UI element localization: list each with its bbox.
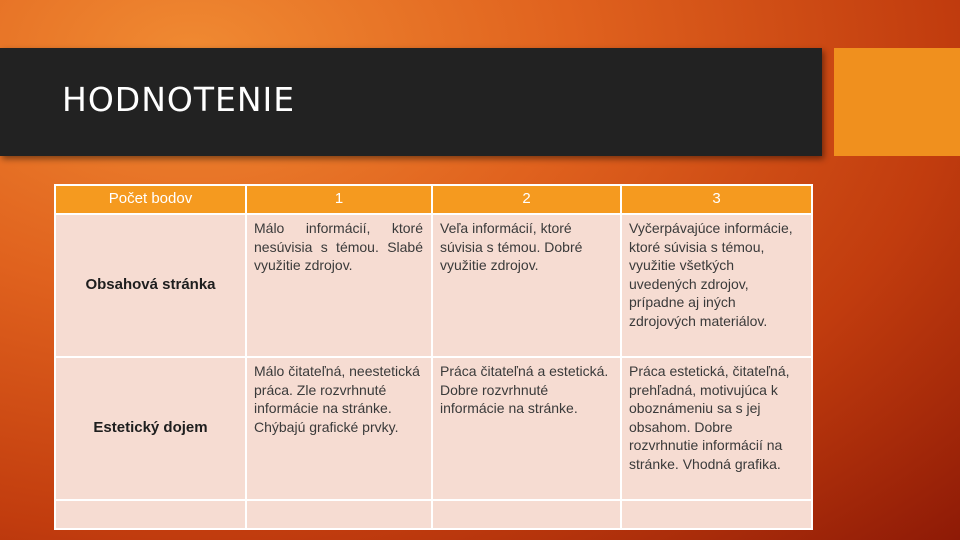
- table-cell: [621, 214, 812, 357]
- grading-table: [54, 184, 813, 530]
- table-cell: [246, 500, 432, 529]
- table-cell: [432, 500, 621, 529]
- header-points: Počet bodov: [55, 185, 246, 214]
- row-label-content: Obsahová stránka: [55, 214, 246, 357]
- table-cell: [246, 357, 432, 500]
- header-score-3: 3: [621, 185, 812, 214]
- table-cell: [246, 214, 432, 357]
- cell-text: Málo čitateľná, neestetická práca. Zle rozvrhnuté informácie na stránke. Chýbajú grafické prvky.: [254, 363, 420, 435]
- cell-text: Práca estetická, čitateľná, prehľadná, motivujúca k oboznámeniu sa s jej obsahom. Dobre rozvrhnutie informácií na stránke. Vhodná grafika.: [629, 363, 790, 472]
- slide-title: HODNOTENIE: [62, 80, 296, 119]
- accent-block: [834, 48, 960, 156]
- table-cell: [432, 357, 621, 500]
- table-row-empty: [55, 500, 812, 529]
- header-score-2: 2: [432, 185, 621, 214]
- table-cell: [432, 214, 621, 357]
- table-header-row: [55, 185, 812, 214]
- table-row: [55, 214, 812, 357]
- table-cell: [621, 500, 812, 529]
- cell-text: Práca čitateľná a estetická. Dobre rozvrhnuté informácie na stránke.: [440, 363, 609, 416]
- table-cell: [621, 357, 812, 500]
- table-row: [55, 357, 812, 500]
- cell-text: Málo informácií, ktoré nesúvisia s témou. Slabé využitie zdrojov.: [254, 220, 423, 273]
- cell-text: Veľa informácií, ktoré súvisia s témou. Dobré využitie zdrojov.: [440, 220, 583, 273]
- cell-text: Vyčerpávajúce informácie, ktoré súvisia s témou, využitie všetkých uvedených zdrojov, prípadne aj iných zdrojových materiálov.: [629, 220, 793, 329]
- table-cell: [55, 500, 246, 529]
- row-label-aesthetic: Estetický dojem: [55, 357, 246, 500]
- header-score-1: 1: [246, 185, 432, 214]
